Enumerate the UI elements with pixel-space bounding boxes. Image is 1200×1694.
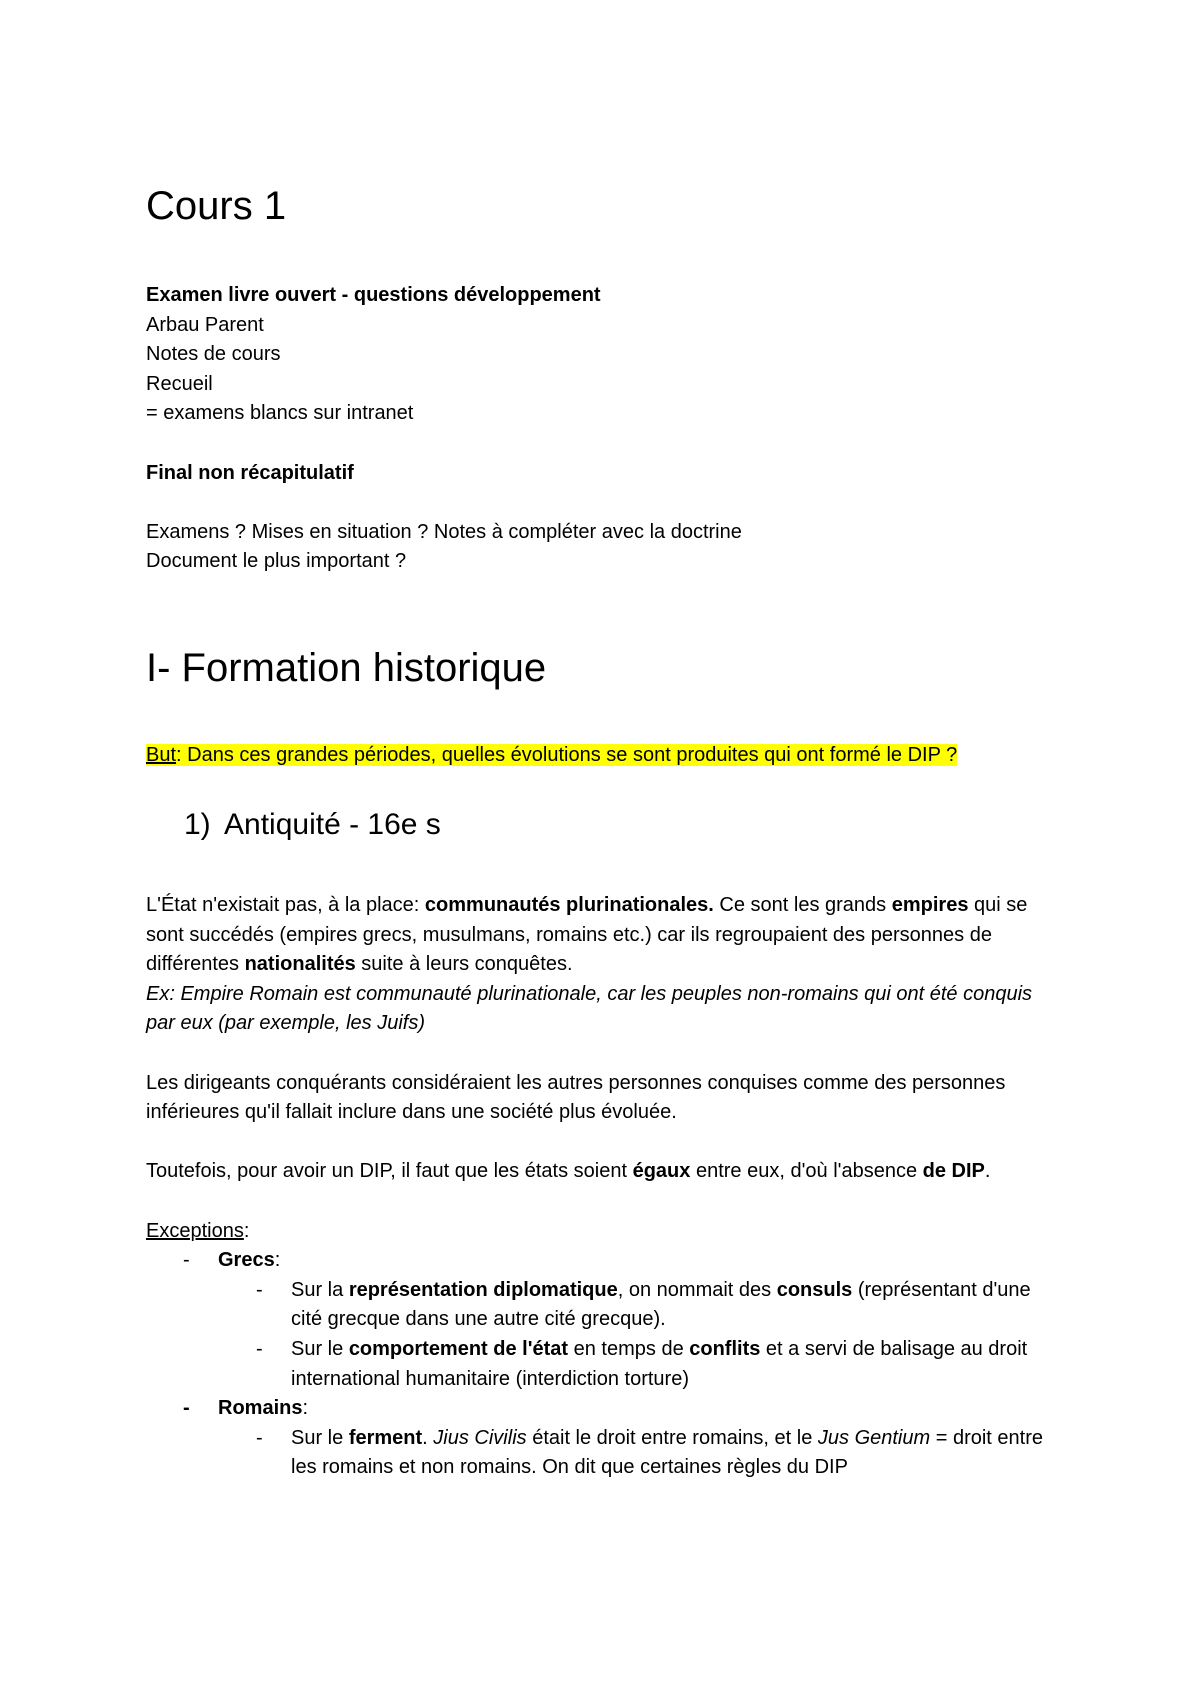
list-item-romains [146, 1394, 1066, 1424]
section-title: I- Formation historique [146, 646, 547, 690]
text: Toutefois, pour avoir un DIP, il faut que les états soient [146, 1160, 633, 1183]
text: . [422, 1426, 434, 1449]
list-item [146, 1424, 1066, 1483]
final-line: Final non récapitulatif [146, 461, 354, 484]
intro-block [146, 281, 1066, 577]
text: (représentant d'une cité grecque dans une autre cité grecque). [291, 1278, 1031, 1331]
text: et a servi de balisage au droit international humanitaire (interdiction torture) [291, 1337, 1028, 1390]
list-item-grecs [146, 1246, 1066, 1276]
bold-text: empires [891, 894, 969, 916]
text: Ce sont les grands [713, 894, 892, 916]
spacer [146, 1187, 1066, 1217]
subsection-number: 1) [184, 808, 211, 841]
text: : [274, 1249, 281, 1272]
text: L'État n'existait pas, à la place: [146, 894, 425, 916]
exam-line: Examen livre ouvert - questions développement [146, 284, 601, 306]
paragraph-1 [146, 891, 1066, 980]
intro-item: Recueil [146, 372, 213, 395]
intro-item: Notes de cours [146, 343, 281, 366]
text: en temps de [568, 1337, 690, 1360]
subsection-title [184, 807, 441, 843]
text: était le droit entre romains, et le [526, 1426, 818, 1449]
intro-item: = examens blancs sur intranet [146, 402, 414, 425]
list-item [146, 1335, 1066, 1394]
bullet-dash: - [183, 1397, 190, 1420]
exceptions-list [146, 1246, 1066, 1483]
section-body [146, 891, 1066, 1483]
spacer [146, 1039, 1066, 1069]
spacer [146, 488, 1066, 518]
text: , on nommait des [617, 1278, 777, 1301]
bold-text: Romains [218, 1397, 303, 1420]
bold-text: nationalités [244, 953, 356, 976]
text: Sur le [291, 1426, 349, 1449]
goal-label: But [146, 744, 177, 766]
goal-text: : Dans ces grandes périodes, quelles évolutions se sont produites qui ont formé le DIP ? [176, 744, 958, 766]
goal-line [146, 741, 957, 771]
text: qui se sont succédés (empires grecs, musulmans, romains etc.) car ils regroupaient des personnes de différentes [146, 894, 1028, 976]
bullet-dash: - [256, 1278, 263, 1301]
intro-item: Arbau Parent [146, 313, 264, 336]
bold-text: conflits [689, 1337, 761, 1360]
text: Sur la [291, 1278, 349, 1301]
exceptions-heading [146, 1217, 1066, 1247]
question-line: Document le plus important ? [146, 550, 407, 573]
example-text: Ex: Empire Romain est communauté plurinationale, car les peuples non-romains qui ont été conquis par eux (par exemple, les Juifs) [146, 982, 1033, 1035]
bullet-dash: - [256, 1337, 263, 1360]
question-line: Examens ? Mises en situation ? Notes à compléter avec la doctrine [146, 520, 742, 543]
italic-text: Jius Civilis [433, 1426, 527, 1449]
paragraph-2: Les dirigeants conquérants considéraient les autres personnes conquises comme des personnes inférieures qu'il fallait inclure dans une société plus évoluée. [146, 1071, 1006, 1124]
bold-text: communautés plurinationales. [424, 894, 714, 916]
bullet-dash: - [183, 1249, 190, 1272]
text: : [302, 1397, 309, 1420]
bold-text: égaux [632, 1160, 691, 1183]
text: : [243, 1219, 250, 1242]
bold-text: consuls [776, 1278, 853, 1301]
bold-text: représentation diplomatique [348, 1278, 618, 1301]
bold-text: ferment [348, 1426, 423, 1449]
paragraph-3 [146, 1157, 1066, 1187]
spacer [146, 429, 1066, 459]
spacer [146, 1128, 1066, 1158]
bold-text: comportement de l'état [348, 1337, 569, 1360]
bold-text: de DIP [922, 1160, 985, 1183]
bold-text: Grecs [218, 1249, 275, 1272]
list-item [146, 1276, 1066, 1335]
text: = droit entre les romains et non romains. On dit que certaines règles du DIP [291, 1426, 1043, 1479]
text: entre eux, d'où l'absence [690, 1160, 923, 1183]
text: . [984, 1160, 991, 1183]
subsection-title-text: Antiquité - 16e s [224, 808, 441, 841]
bullet-dash: - [256, 1426, 263, 1449]
exceptions-label: Exceptions [146, 1219, 244, 1242]
italic-text: Jus Gentium [817, 1426, 931, 1449]
text: Sur le [291, 1337, 349, 1360]
document-title: Cours 1 [146, 184, 287, 228]
text: suite à leurs conquêtes. [355, 953, 573, 976]
